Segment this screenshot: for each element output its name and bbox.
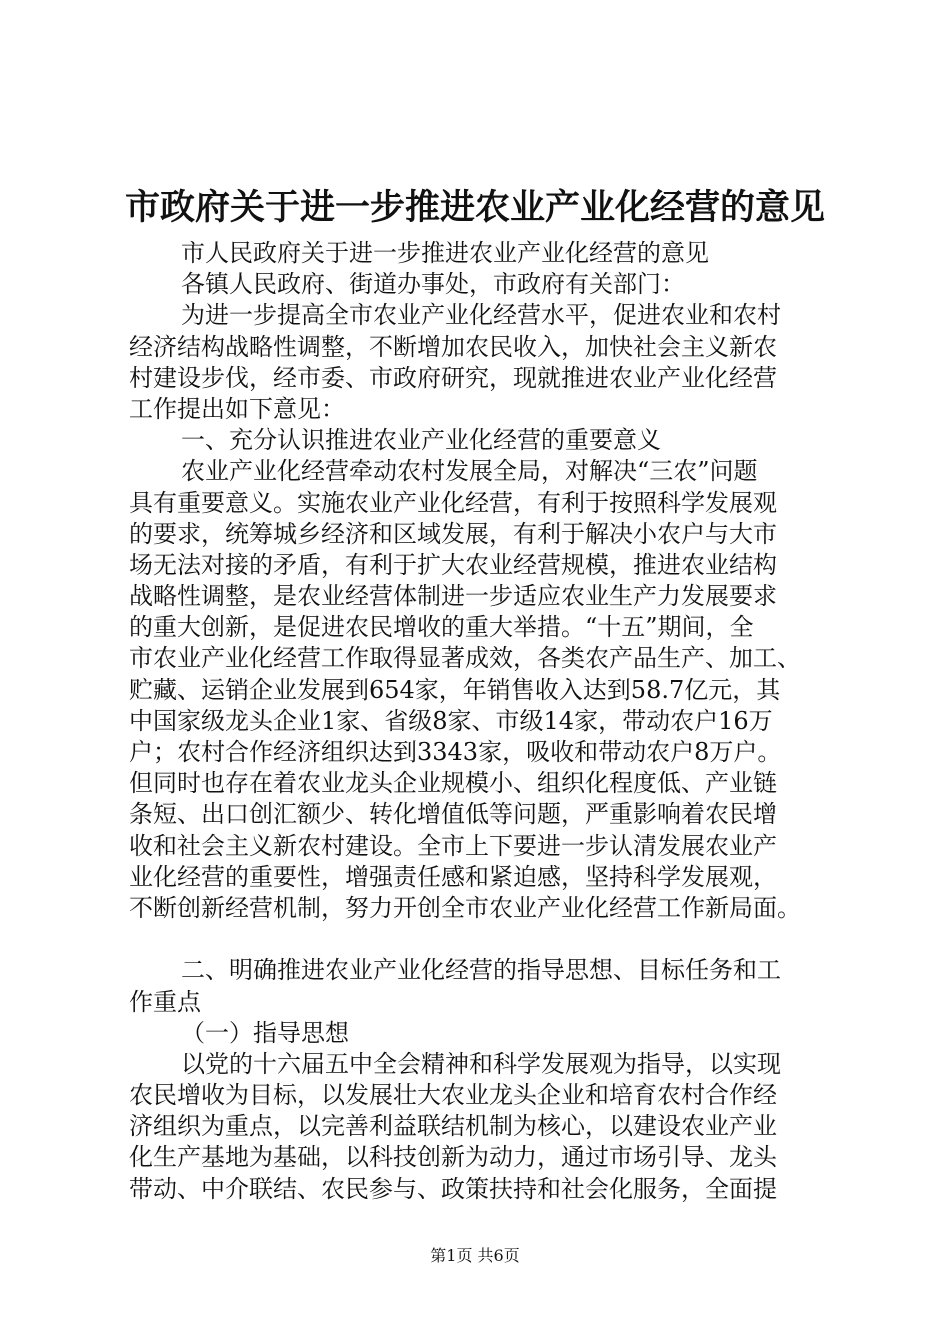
page-number: 第1页 共6页 — [430, 1246, 520, 1265]
text-line: 济组织为重点，以完善利益联结机制为核心，以建设农业产业 — [129, 1112, 777, 1141]
text-line: 化生产基地为基础，以科技创新为动力，通过市场引导、龙头 — [129, 1143, 777, 1172]
text-line: 市人民政府关于进一步推进农业产业化经营的意见 — [181, 239, 709, 267]
text-line: 一、充分认识推进农业产业化经营的重要意义 — [181, 426, 661, 455]
blank-line — [129, 924, 851, 955]
text-line: 工作提出如下意见： — [129, 394, 345, 423]
text-line: 收和社会主义新农村建设。全市上下要进一步认清发展农业产 — [129, 831, 777, 860]
text-line: 条短、出口创汇额少、转化增值低等问题，严重影响着农民增 — [129, 800, 777, 829]
document-body — [129, 238, 851, 1205]
text-line: 具有重要意义。实施农业产业化经营，有利于按照科学发展观 — [129, 488, 777, 517]
text-line: 以党的十六届五中全会精神和科学发展观为指导，以实现 — [181, 1049, 781, 1078]
text-line: 业化经营的重要性，增强责任感和紧迫感，坚持科学发展观， — [129, 862, 777, 891]
text-line: 为进一步提高全市农业产业化经营水平，促进农业和农村 — [181, 301, 781, 330]
text-line: 的重大创新，是促进农民增收的重大举措。“十五”期间，全 — [129, 613, 754, 642]
text-line: 二、明确推进农业产业化经营的指导思想、目标任务和工 — [181, 956, 781, 985]
text-line: （一）指导思想 — [181, 1018, 349, 1047]
text-line: 中国家级龙头企业1家、省级8家、市级14家，带动农户16万 — [129, 706, 773, 735]
text-line: 贮藏、运销企业发展到654家，年销售收入达到58.7亿元，其 — [129, 675, 781, 704]
text-line: 市农业产业化经营工作取得显著成效，各类农产品生产、加工、 — [129, 644, 801, 673]
text-line: 场无法对接的矛盾，有利于扩大农业经营规模，推进农业结构 — [129, 550, 777, 579]
document-title: 市政府关于进一步推进农业产业化经营的意见 — [124, 187, 825, 228]
text-line: 经济结构战略性调整，不断增加农民收入，加快社会主义新农 — [129, 332, 777, 361]
text-line: 农业产业化经营牵动农村发展全局，对解决“三农”问题 — [181, 457, 758, 486]
text-line: 但同时也存在着农业龙头企业规模小、组织化程度低、产业链 — [129, 769, 777, 798]
text-line: 各镇人民政府、街道办事处，市政府有关部门： — [181, 270, 685, 299]
text-line: 的要求，统筹城乡经济和区域发展，有利于解决小农户与大市 — [129, 519, 777, 548]
text-line: 户；农村合作经济组织达到3343家，吸收和带动农户8万户。 — [129, 738, 782, 766]
text-line: 战略性调整，是农业经营体制进一步适应农业生产力发展要求 — [129, 582, 777, 611]
text-line: 村建设步伐，经市委、市政府研究，现就推进农业产业化经营 — [129, 363, 777, 392]
text-line: 农民增收为目标，以发展壮大农业龙头企业和培育农村合作经 — [129, 1081, 777, 1110]
text-line: 不断创新经营机制，努力开创全市农业产业化经营工作新局面。 — [129, 893, 801, 922]
text-line: 带动、中介联结、农民参与、政策扶持和社会化服务，全面提 — [129, 1174, 777, 1203]
text-line: 作重点 — [129, 987, 201, 1016]
